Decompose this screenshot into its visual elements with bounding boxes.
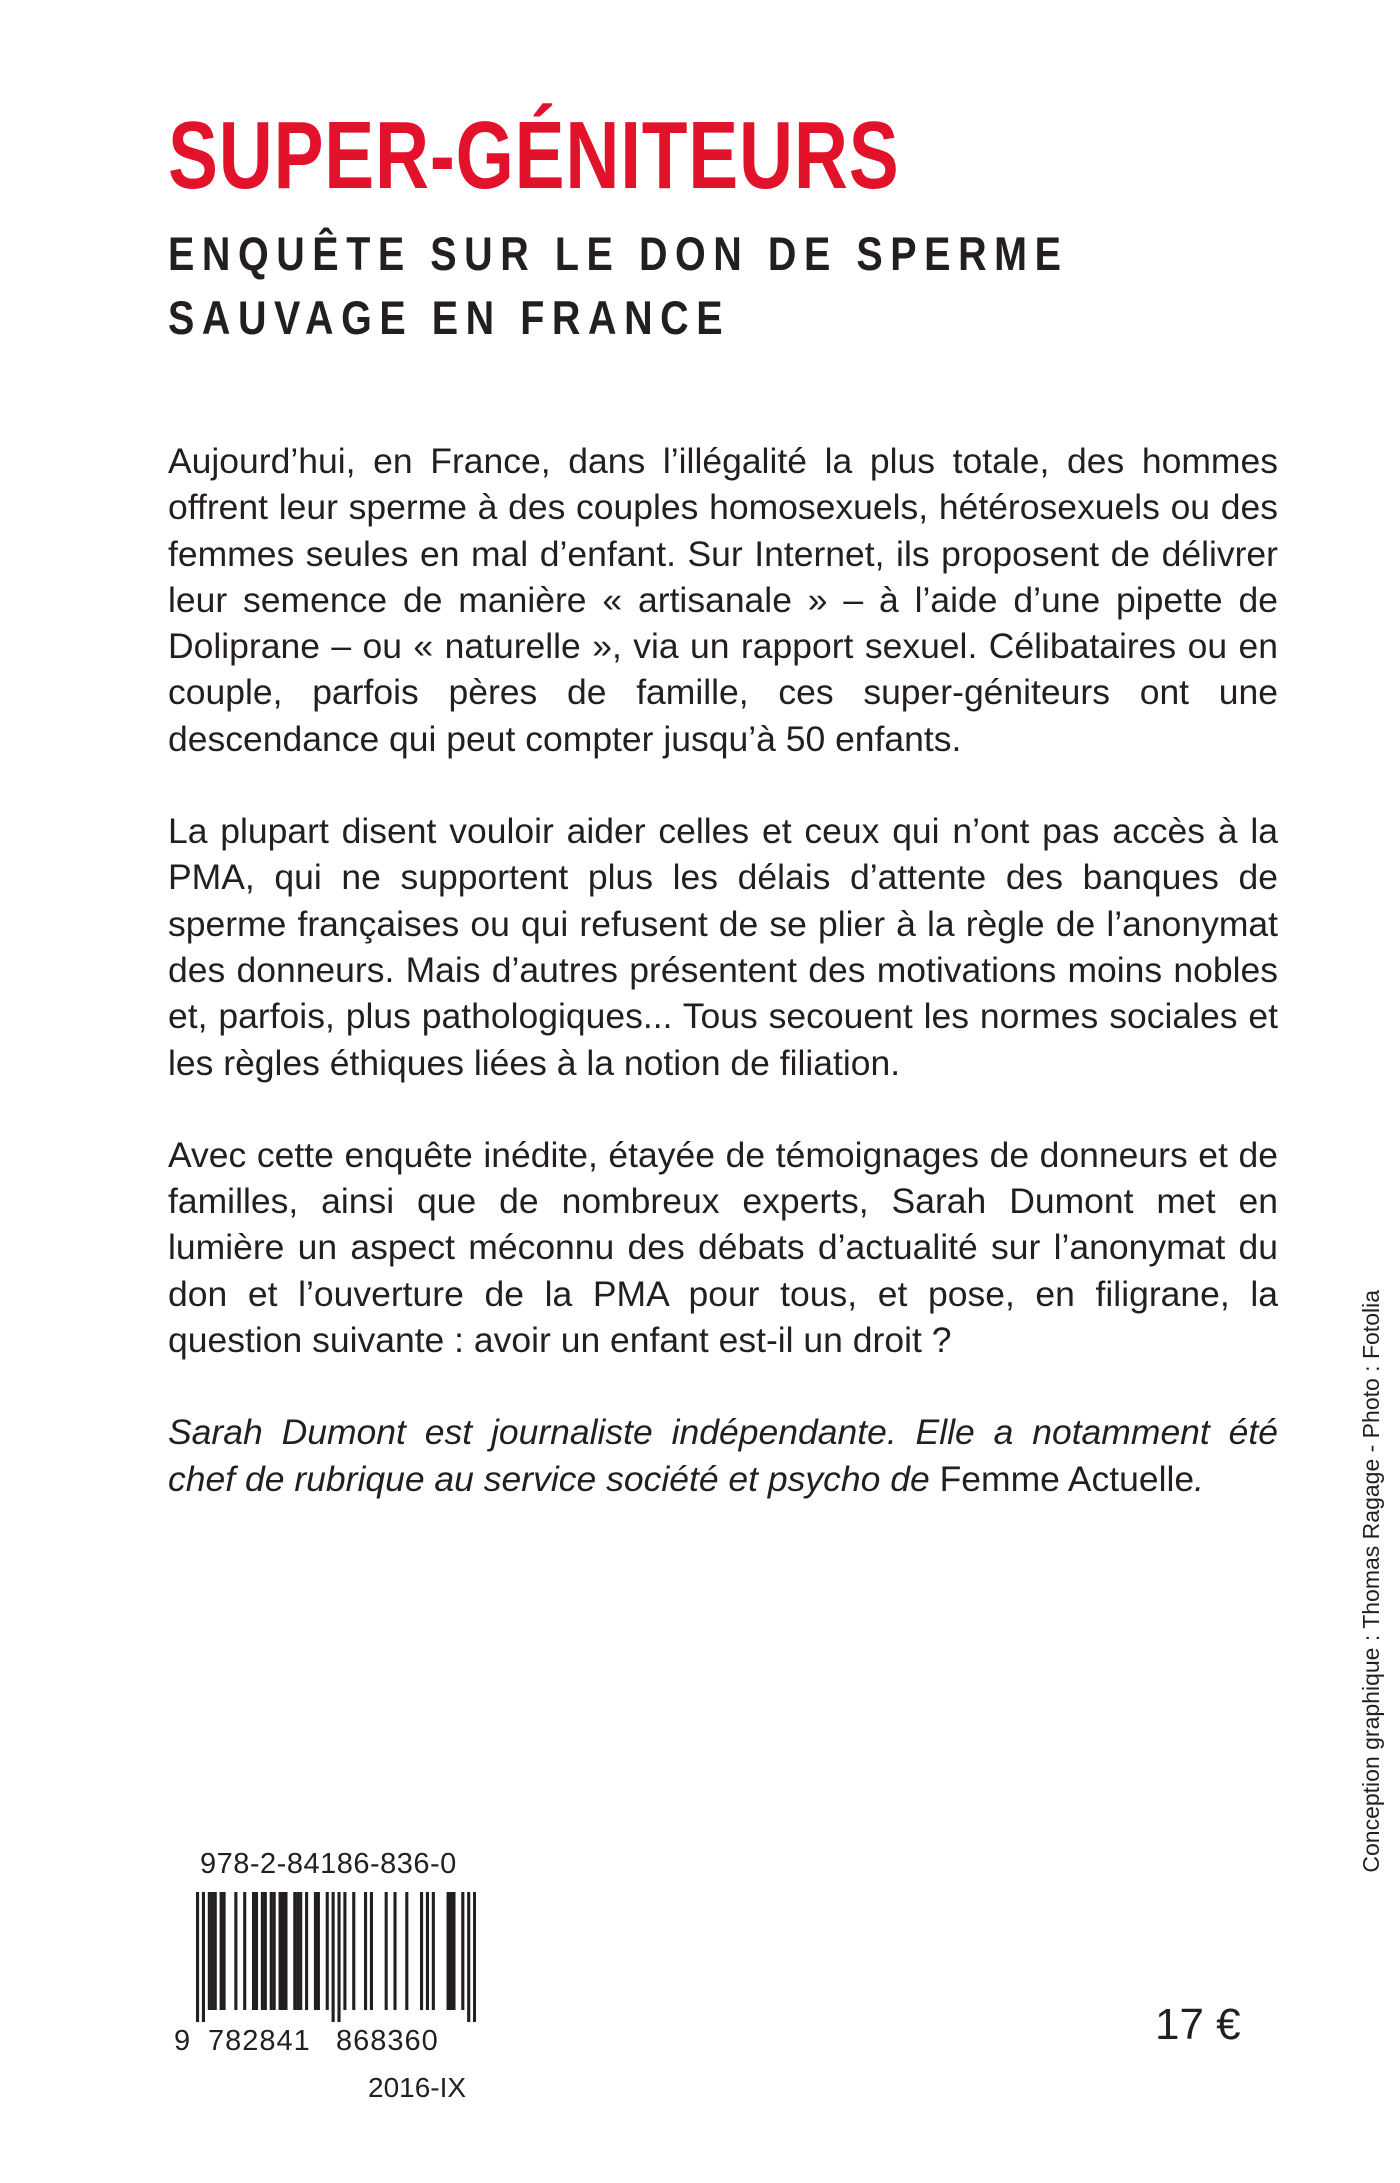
- barcode-bar: [223, 1892, 226, 2010]
- author-bio: [168, 1409, 1278, 1502]
- barcode-bar: [432, 1892, 435, 2010]
- barcode-bar: [326, 1892, 329, 2010]
- blurb-paragraph-1: Aujourd’hui, en France, dans l’illégalité la plus totale, des hommes offrent leur sperme à des couples homosexuels, hétérosexuels ou des femmes seules en mal d’enfant. Sur Internet, ils proposent de délivrer leur semence de manière « artisanale » – à l’aide d’une pipette de Doliprane – ou « naturelle », via un rapport sexuel. Célibataires ou en couple, parfois pères de famille, ces super-géniteurs ont une descendance qui peut compter jusqu’à 50 enfants.: [168, 441, 1278, 759]
- blurb-paragraph-3: Avec cette enquête inédite, étayée de témoignages de donneurs et de familles, ainsi que de nombreux experts, Sarah Dumont met en lumière un aspect méconnu des débats d’actualité sur l’anonymat du don et l’ouverture de la PMA pour tous, et pose, en filigrane, la question suivante : avoir un enfant est-il un droit ?: [168, 1134, 1278, 1361]
- magazine-name: Femme Actuelle: [939, 1458, 1195, 1499]
- barcode-bar: [364, 1892, 367, 2010]
- barcode-bar: [317, 1892, 320, 2010]
- book-title: SUPER-GÉNITEURS: [168, 102, 900, 209]
- barcode-bar: [273, 1892, 276, 2010]
- barcode-bar: [261, 1892, 264, 2010]
- isbn-number: 978-2-84186-836-0: [200, 1848, 457, 1880]
- barcode-icon: [196, 1892, 476, 2022]
- barcode-digits-right: 868360: [336, 2025, 439, 2057]
- barcode-bar: [343, 1892, 346, 2010]
- barcode-bar: [370, 1892, 373, 2010]
- barcode-bar: [305, 1892, 308, 2010]
- barcode-bar: [208, 1892, 211, 2010]
- barcode-bar: [202, 1892, 205, 2022]
- barcode-bar: [234, 1892, 237, 2010]
- barcode-bar: [255, 1892, 258, 2010]
- barcode-bar: [214, 1892, 217, 2010]
- barcode-bar: [467, 1892, 470, 2022]
- barcode-bar: [332, 1892, 335, 2022]
- blurb-paragraph-2: La plupart disent vouloir aider celles et ceux qui n’ont pas accès à la PMA, qui ne supportent plus les délais d’attente des banques de sperme françaises ou qui refusent de se plier à la règle de l’anonymat des donneurs. Mais d’autres présentent des motivations moins nobles et, parfois, plus pathologiques... Tous secouent les normes sociales et les règles éthiques liées à la notion de filiation.: [168, 811, 1278, 1083]
- design-credit: [1358, 1290, 1388, 1990]
- price: 17 €: [1155, 2000, 1241, 2049]
- blurb: [168, 438, 1278, 1548]
- barcode-bar: [461, 1892, 464, 2010]
- subtitle-line-1: ENQUÊTE SUR LE DON DE SPERME: [168, 227, 1069, 280]
- barcode-bar: [264, 1892, 267, 2010]
- barcode-bar: [420, 1892, 423, 2010]
- barcode-bar: [337, 1892, 340, 2022]
- barcode-bar: [270, 1892, 273, 2010]
- edition-code: 2016-IX: [368, 2072, 467, 2103]
- subtitle-line-2: SAUVAGE EN FRANCE: [168, 291, 731, 344]
- barcode-bar: [296, 1892, 299, 2010]
- barcode-bar: [352, 1892, 355, 2010]
- book-subtitle: [168, 222, 1068, 350]
- barcode-bar: [426, 1892, 429, 2010]
- barcode-bar: [449, 1892, 452, 2010]
- barcode-bar: [393, 1892, 396, 2010]
- barcode-digit-first: 9: [174, 2025, 191, 2057]
- barcode-bar: [220, 1892, 223, 2010]
- design-credit-text: Conception graphique : Thomas Ragage - Photo : Fotolia: [1358, 1290, 1384, 1873]
- barcode-bar: [196, 1892, 199, 2022]
- barcode-bar: [252, 1892, 255, 2010]
- barcode-bar: [452, 1892, 455, 2010]
- barcode-bar: [284, 1892, 287, 2010]
- barcode-bar: [243, 1892, 246, 2010]
- barcode-bar: [279, 1892, 282, 2010]
- barcode-bar: [299, 1892, 302, 2010]
- author-bio-text: Sarah Dumont est journaliste indépendante. Elle a notamment été chef de rubrique au service société et psycho de: [168, 1412, 1278, 1499]
- barcode-bar: [281, 1892, 284, 2010]
- barcode-bar: [385, 1892, 388, 2010]
- barcode-bar: [447, 1892, 450, 2010]
- barcode-bar: [293, 1892, 296, 2010]
- barcode-bar: [211, 1892, 214, 2010]
- author-bio-end: .: [1194, 1458, 1204, 1499]
- barcode-bar: [314, 1892, 317, 2010]
- barcode-bar: [473, 1892, 476, 2022]
- barcode-bar: [405, 1892, 408, 2010]
- barcode-digits-left: 782841: [208, 2025, 311, 2057]
